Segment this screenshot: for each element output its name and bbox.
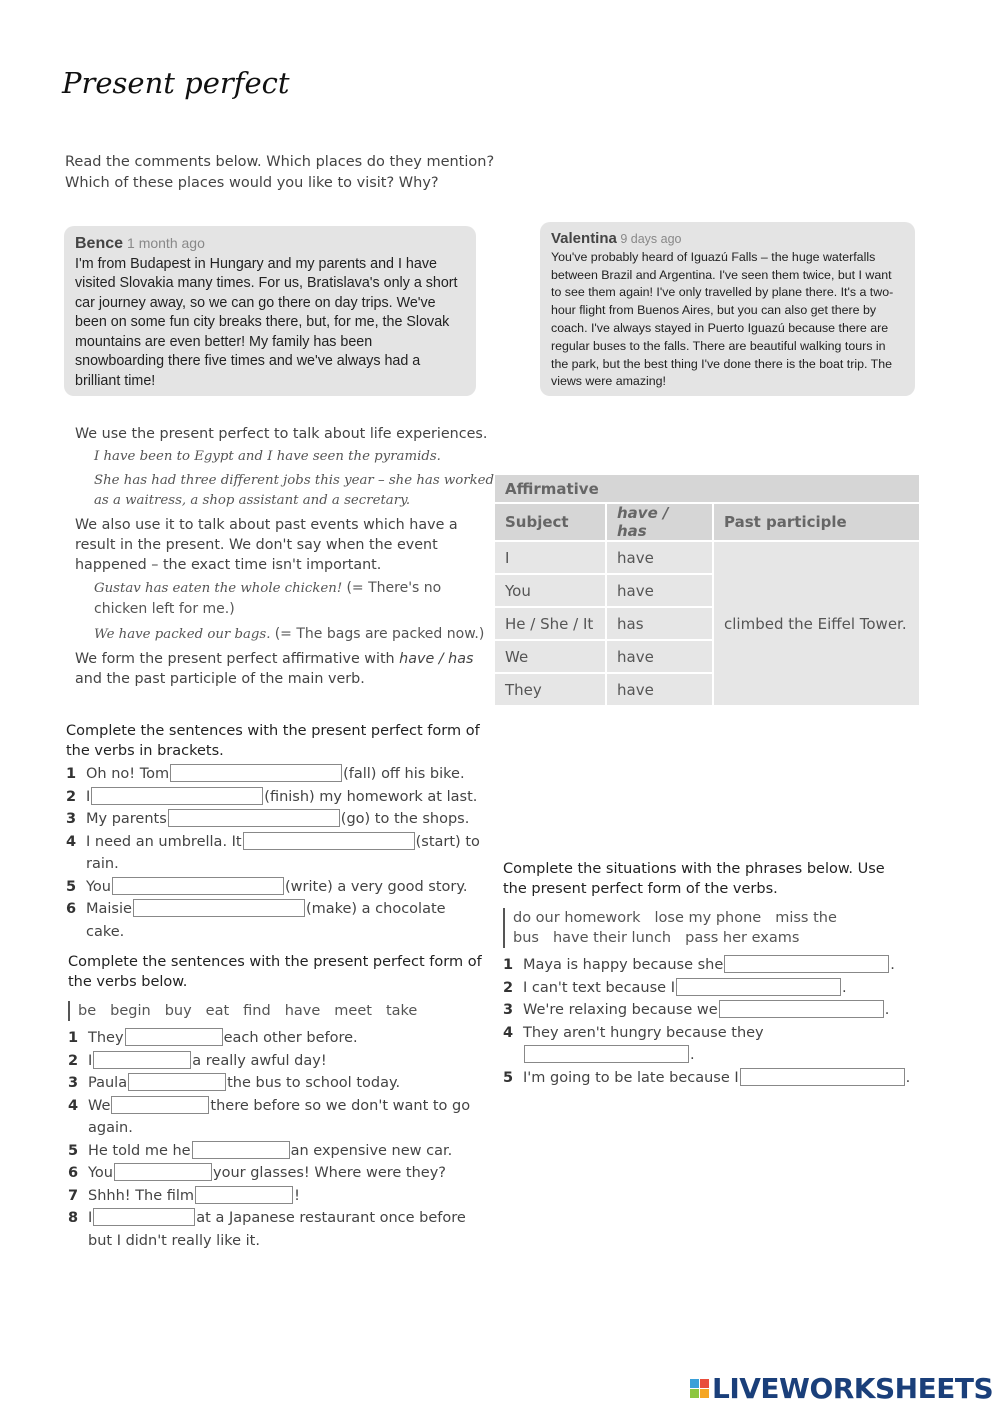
- exercise-item: [66, 876, 481, 899]
- sentence-start: Maya is happy because she: [523, 957, 724, 973]
- grammar-example: I have been to Egypt and I have seen the pyramids.: [94, 449, 441, 464]
- auxiliary-cell: have: [607, 542, 712, 573]
- sentence-start: You: [86, 878, 111, 895]
- answer-input[interactable]: [676, 978, 841, 996]
- sentence-end: .: [905, 1069, 911, 1086]
- subject-cell: He / She / It: [495, 608, 605, 639]
- comment-date: 1 month ago: [127, 235, 205, 251]
- exercise-heading: Complete the situations with the phrases below. Use the present perfect form of the verbs.: [503, 861, 885, 897]
- answer-input[interactable]: [195, 1186, 293, 1204]
- sentence-start: We: [88, 1097, 111, 1114]
- comment-date: 9 days ago: [620, 232, 682, 246]
- rule-emphasis: have / has: [399, 651, 474, 667]
- item-text: [88, 1027, 358, 1050]
- word-option: begin: [110, 1003, 151, 1019]
- exercise-item: [66, 763, 481, 786]
- sentence-start: Maisie: [86, 901, 132, 917]
- item-number: 5: [503, 1069, 514, 1086]
- sentence-end: a really awful day!: [192, 1052, 327, 1069]
- auxiliary-cell: have: [607, 641, 712, 672]
- item-text: [523, 1067, 910, 1090]
- word-option: be: [78, 1003, 97, 1019]
- sentence-end: (fall) off his bike.: [343, 766, 465, 782]
- exercise-item: [68, 1072, 483, 1095]
- answer-input[interactable]: [243, 832, 415, 850]
- item-number: 5: [68, 1142, 79, 1159]
- subject-cell: You: [495, 575, 605, 606]
- item-text: [86, 831, 481, 876]
- answer-input[interactable]: [93, 1208, 195, 1226]
- participle-cell: climbed the Eiffel Tower.: [714, 542, 919, 705]
- item-number: 2: [66, 788, 77, 805]
- auxiliary-cell: have: [607, 674, 712, 705]
- sentence-start: I: [86, 788, 91, 805]
- exercise-heading: Complete the sentences with the present perfect form of the verbs below.: [68, 954, 482, 990]
- subject-cell: We: [495, 641, 605, 672]
- sentence-end: !: [294, 1187, 300, 1204]
- grammar-rule: We also use it to talk about past events which have a result in the present. We don't say when the event happened – the exact time isn't important.: [75, 517, 458, 573]
- item-text: [523, 1022, 913, 1067]
- example-sentence: We have packed our bags.: [94, 627, 271, 642]
- item-number: 7: [68, 1187, 79, 1204]
- subject-cell: I: [495, 542, 605, 573]
- exercise-3: [503, 859, 913, 1089]
- exercise-item: [503, 977, 913, 1000]
- answer-input[interactable]: [91, 787, 263, 805]
- item-number: 4: [66, 833, 77, 850]
- item-text: [523, 977, 847, 1000]
- item-number: 8: [68, 1210, 79, 1226]
- sentence-end: .: [841, 979, 847, 996]
- phrase-bank: [503, 908, 883, 948]
- item-text: [88, 1185, 300, 1208]
- sentence-end: .: [884, 1002, 890, 1018]
- example-note: (= The bags are packed now.): [274, 626, 485, 642]
- item-number: 3: [66, 811, 77, 827]
- table-row: [495, 542, 919, 573]
- item-text: [88, 1072, 400, 1095]
- grammar-example: She has had three different jobs this year – she has worked as a waitress, a shop assistant and a secretary.: [94, 473, 495, 508]
- word-option: take: [385, 1003, 418, 1019]
- answer-input[interactable]: [524, 1045, 689, 1063]
- comment-text: You've probably heard of Iguazú Falls – the huge waterfalls between Brazil and Argentina. I've seen them twice, but I want to see them again! I've only travelled by plane there. It's a two-hour flight from Buenos Aires, but you can also get there by coach. I've always stayed in Puerto Iguazú because there are regular buses to the falls. There are beautiful walking tours in the park, but the best thing I've done there is the boat trip. The views were amazing!: [551, 249, 894, 389]
- word-option: pass her exams: [685, 930, 800, 946]
- subject-cell: They: [495, 674, 605, 705]
- item-number: 5: [66, 878, 77, 895]
- sentence-end: each other before.: [223, 1030, 358, 1046]
- sentence-end: (start) to rain.: [86, 833, 480, 872]
- exercise-list: [66, 763, 481, 943]
- word-option: find: [243, 1003, 271, 1019]
- comment-bence: [64, 226, 476, 396]
- sentence-start: We're relaxing because we: [523, 1002, 718, 1018]
- exercise-item: [503, 1022, 913, 1067]
- item-text: [88, 1162, 446, 1185]
- sentence-end: an expensive new car.: [290, 1142, 453, 1159]
- exercise-item: [68, 1162, 483, 1185]
- rule-text: and the past participle of the main verb.: [75, 671, 365, 687]
- intro-line: Read the comments below. Which places do they mention?: [65, 154, 495, 170]
- item-number: 3: [68, 1075, 79, 1091]
- item-number: 4: [68, 1097, 79, 1114]
- comment-valentina: [540, 222, 915, 396]
- sentence-start: He told me he: [88, 1142, 191, 1159]
- column-header: have / has: [607, 504, 712, 540]
- answer-input[interactable]: [168, 809, 340, 827]
- sentence-start: They: [88, 1030, 124, 1046]
- item-text: [88, 1050, 327, 1073]
- exercise-list: [68, 1027, 483, 1252]
- item-number: 2: [68, 1052, 79, 1069]
- item-text: [88, 1207, 483, 1252]
- item-text: [86, 876, 467, 899]
- sentence-start: You: [88, 1165, 113, 1181]
- page-title: Present perfect: [62, 66, 290, 100]
- answer-input[interactable]: [112, 877, 284, 895]
- item-number: 6: [68, 1165, 79, 1181]
- liveworksheets-logo: [690, 1372, 993, 1405]
- exercise-item: [68, 1050, 483, 1073]
- answer-input[interactable]: [114, 1163, 212, 1181]
- auxiliary-cell: has: [607, 608, 712, 639]
- answer-input[interactable]: [128, 1073, 226, 1091]
- sentence-end: (go) to the shops.: [340, 811, 470, 827]
- item-number: 6: [66, 901, 77, 917]
- word-option: do our homework: [513, 910, 641, 926]
- word-option: eat: [205, 1003, 230, 1019]
- word-option: buy: [164, 1003, 192, 1019]
- comment-author: Bence: [75, 235, 124, 252]
- item-number: 4: [503, 1024, 514, 1041]
- word-bank: [68, 1001, 483, 1021]
- sentence-start: Paula: [88, 1075, 128, 1091]
- sentence-start: I'm going to be late because I: [523, 1069, 739, 1086]
- sentence-start: They aren't hungry because they: [523, 1024, 764, 1041]
- sentence-end: there before so we don't want to go again.: [88, 1097, 471, 1136]
- sentence-end: (finish) my homework at last.: [264, 788, 478, 805]
- answer-input[interactable]: [192, 1141, 290, 1159]
- exercise-item: [66, 786, 481, 809]
- sentence-end: .: [690, 1047, 695, 1063]
- exercise-item: [66, 831, 481, 876]
- column-header: Subject: [495, 504, 605, 540]
- column-header: Past participle: [714, 504, 919, 540]
- item-text: [86, 808, 469, 831]
- answer-input[interactable]: [133, 899, 305, 917]
- exercise-item: [66, 808, 481, 831]
- grammar-rule: [75, 649, 495, 689]
- exercise-item: [68, 1095, 483, 1140]
- example-note: (= There's no chicken left for me.): [94, 580, 442, 617]
- item-number: 1: [503, 957, 514, 973]
- item-text: [86, 763, 465, 786]
- answer-input[interactable]: [125, 1028, 223, 1046]
- grammar-box: [75, 424, 495, 692]
- item-text: [86, 786, 477, 809]
- item-number: 3: [503, 1002, 514, 1018]
- exercise-item: [68, 1027, 483, 1050]
- grammar-example: [75, 624, 495, 645]
- answer-input[interactable]: [111, 1096, 209, 1114]
- sentence-start: I can't text because I: [523, 979, 675, 996]
- sentence-end: the bus to school today.: [227, 1075, 401, 1091]
- comment-author: Valentina: [551, 230, 617, 247]
- item-text: [523, 954, 895, 977]
- item-text: [88, 1095, 483, 1140]
- sentence-start: I: [88, 1210, 93, 1226]
- sentence-end: (make) a chocolate cake.: [86, 901, 446, 940]
- exercise-item: [68, 1140, 483, 1163]
- item-number: 1: [66, 766, 77, 782]
- item-number: 1: [68, 1030, 79, 1046]
- affirmative-table: [493, 473, 921, 707]
- sentence-start: Shhh! The film: [88, 1187, 195, 1204]
- sentence-start: I: [88, 1052, 93, 1069]
- item-text: [523, 999, 889, 1022]
- answer-input[interactable]: [740, 1068, 905, 1086]
- answer-input[interactable]: [93, 1051, 191, 1069]
- exercise-item: [503, 999, 913, 1022]
- logo-text: LIVEWORKSHEETS: [712, 1372, 994, 1405]
- sentence-end: at a Japanese restaurant once before but I didn't really like it.: [88, 1210, 466, 1249]
- item-text: [88, 1140, 452, 1163]
- sentence-start: My parents: [86, 811, 167, 827]
- item-number: 2: [503, 979, 514, 996]
- word-option: miss the bus: [513, 910, 837, 946]
- exercise-1: [66, 721, 481, 943]
- answer-input[interactable]: [719, 1000, 884, 1018]
- word-option: lose my phone: [654, 910, 762, 926]
- sentence-end: .: [890, 957, 895, 973]
- sentence-end: your glasses! Where were they?: [213, 1165, 446, 1181]
- intro-text: [65, 152, 494, 194]
- exercise-list: [503, 954, 913, 1089]
- table-title: Affirmative: [495, 475, 919, 502]
- grammar-example: [75, 578, 495, 620]
- rule-text: We form the present perfect affirmative with: [75, 651, 400, 667]
- item-text: [86, 898, 481, 943]
- sentence-start: I need an umbrella. It: [86, 833, 242, 850]
- grammar-rule: We use the present perfect to talk about life experiences.: [75, 426, 488, 442]
- answer-input[interactable]: [724, 955, 889, 973]
- auxiliary-cell: have: [607, 575, 712, 606]
- exercise-2: [68, 952, 483, 1252]
- example-sentence: Gustav has eaten the whole chicken!: [94, 581, 343, 596]
- word-option: have their lunch: [552, 930, 672, 946]
- comment-text: I'm from Budapest in Hungary and my parents and I have visited Slovakia many times. For us, Bratislava's only a short car journey away, so we can go there on day trips. We've been on some fun city breaks there, but, for me, the Slovak mountains are even better! My family has been snowboarding there five times and we've always had a brilliant time!: [75, 255, 458, 389]
- intro-line: Which of these places would you like to visit? Why?: [65, 175, 439, 191]
- exercise-item: [68, 1185, 483, 1208]
- word-option: have: [284, 1003, 321, 1019]
- exercise-item: [66, 898, 481, 943]
- exercise-item: [503, 954, 913, 977]
- exercise-heading: Complete the sentences with the present perfect form of the verbs in brackets.: [66, 723, 480, 759]
- exercise-item: [503, 1067, 913, 1090]
- exercise-item: [68, 1207, 483, 1252]
- sentence-end: (write) a very good story.: [285, 878, 468, 895]
- word-option: meet: [334, 1003, 372, 1019]
- logo-icon: [690, 1379, 709, 1398]
- sentence-start: Oh no! Tom: [86, 766, 170, 782]
- answer-input[interactable]: [170, 764, 342, 782]
